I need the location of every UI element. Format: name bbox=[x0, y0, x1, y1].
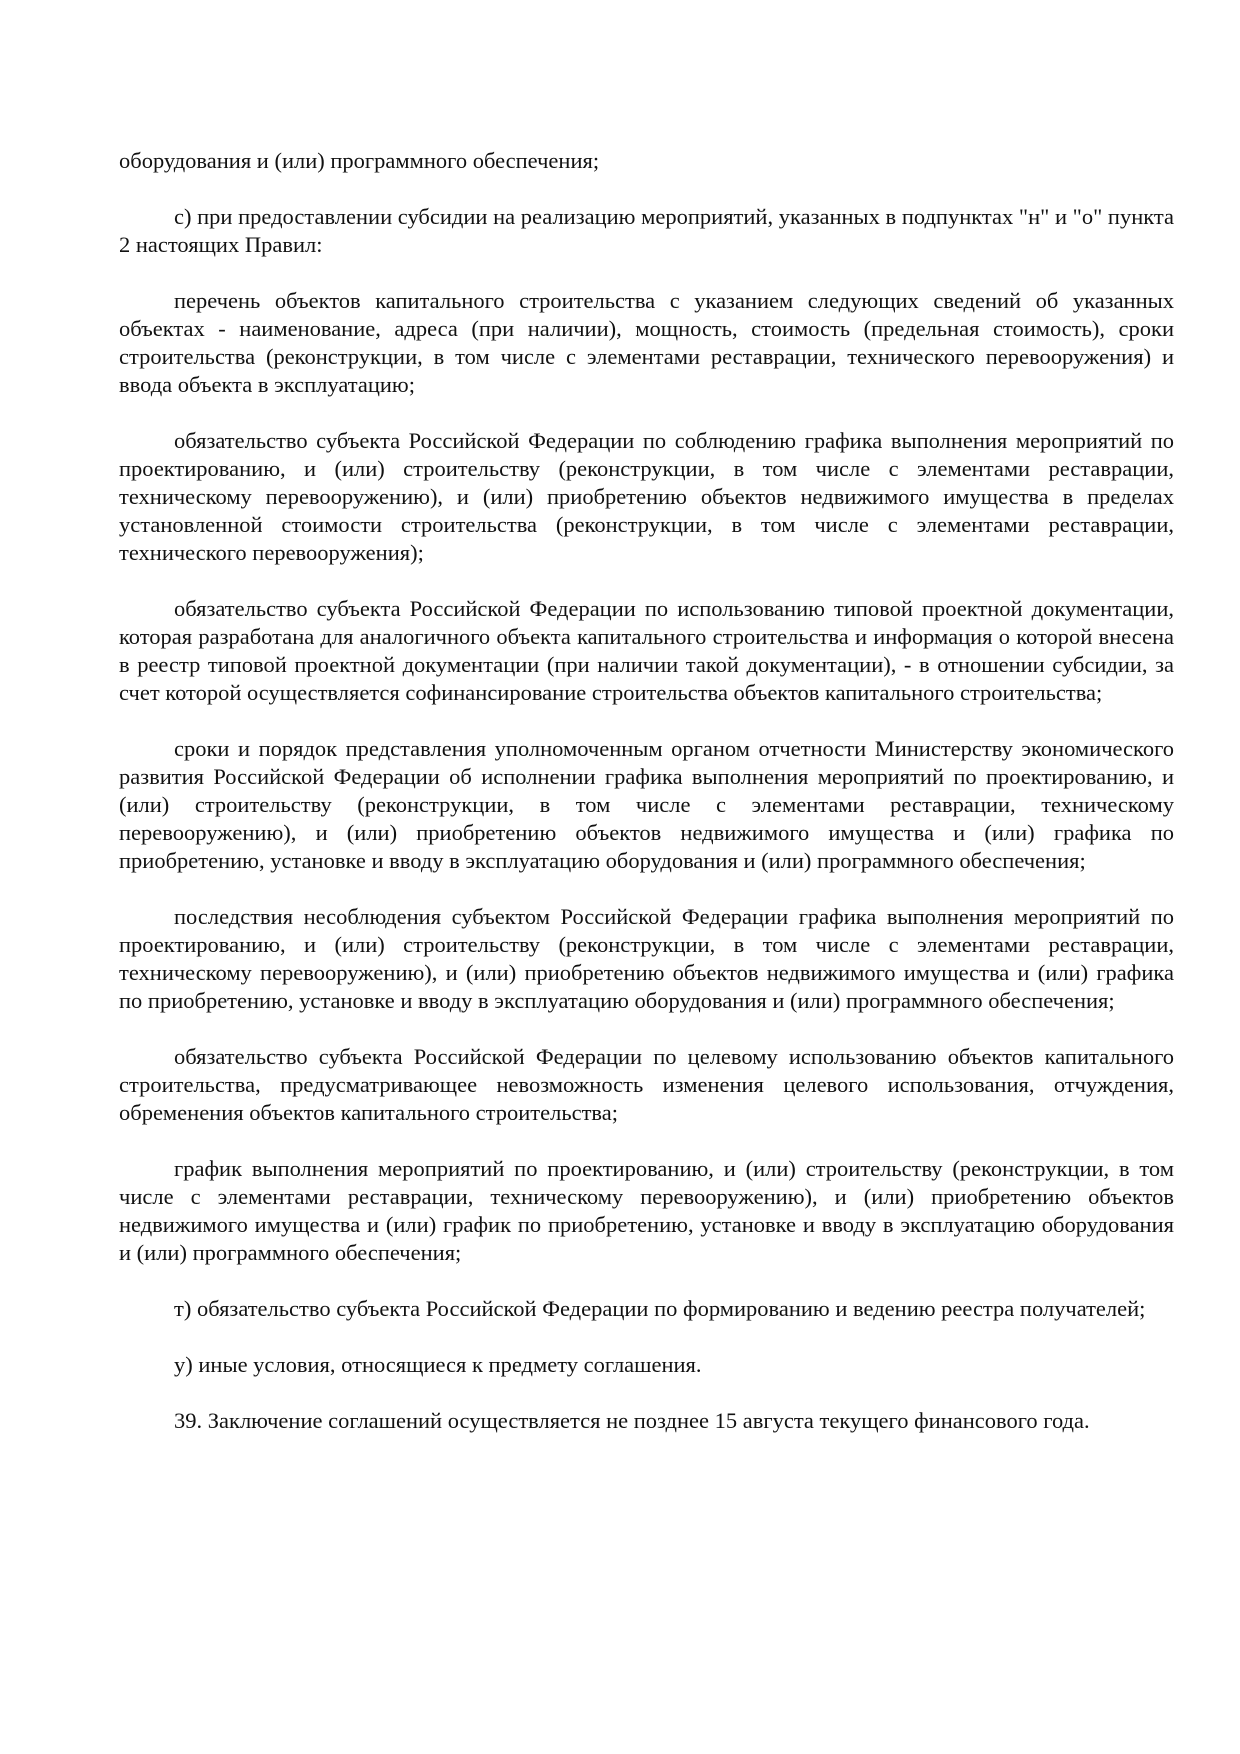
paragraph-schedule: график выполнения мероприятий по проектированию, и (или) строительству (реконструкции, в том числе с элементами реставрации, техническому перевооружению), и (или) приобретению объектов недвижимого имущества и (или) график по приобретению, установке и вводу в эксплуатацию оборудования и (или) программного обеспечения; bbox=[119, 1156, 1174, 1265]
paragraph-target-use-obligation: обязательство субъекта Российской Федерации по целевому использованию объектов капитального строительства, предусматривающее невозможность изменения целевого использования, отчуждения, обременения объектов капитального строительства; bbox=[119, 1044, 1174, 1125]
document-body bbox=[119, 147, 1174, 1435]
paragraph-subitem-t: т) обязательство субъекта Российской Федерации по формированию и ведению реестра получателей; bbox=[174, 1296, 1146, 1321]
paragraph-subitem-u: у) иные условия, относящиеся к предмету соглашения. bbox=[174, 1352, 702, 1377]
paragraph-item-39: 39. Заключение соглашений осуществляется не позднее 15 августа текущего финансового года. bbox=[174, 1408, 1090, 1433]
paragraph-typical-design-obligation: обязательство субъекта Российской Федерации по использованию типовой проектной документации, которая разработана для аналогичного объекта капитального строительства и информация о которой внесена в реестр типовой проектной документации (при наличии такой документации), - в отношении субсидии, за счет которой осуществляется софинансирование строительства объектов капитального строительства; bbox=[119, 596, 1174, 705]
paragraph-noncompliance-consequences: последствия несоблюдения субъектом Российской Федерации графика выполнения мероприятий по проектированию, и (или) строительству (реконструкции, в том числе с элементами реставрации, техническому перевооружению), и (или) приобретению объектов недвижимого имущества и (или) графика по приобретению, установке и вводу в эксплуатацию оборудования и (или) программного обеспечения; bbox=[119, 904, 1174, 1013]
paragraph-subitem-s: с) при предоставлении субсидии на реализацию мероприятий, указанных в подпунктах "н" и "о" пункта 2 настоящих Правил: bbox=[119, 204, 1174, 257]
paragraph-continuation: оборудования и (или) программного обеспечения; bbox=[119, 148, 600, 173]
paragraph-schedule-obligation: обязательство субъекта Российской Федерации по соблюдению графика выполнения мероприятий по проектированию, и (или) строительству (реконструкции, в том числе с элементами реставрации, техническому перевооружению), и (или) приобретению объектов недвижимого имущества в пределах установленной стоимости строительства (реконструкции, в том числе с элементами реставрации, технического перевооружения); bbox=[119, 428, 1174, 565]
paragraph-objects-list: перечень объектов капитального строительства с указанием следующих сведений об указанных объектах - наименование, адреса (при наличии), мощность, стоимость (предельная стоимость), сроки строительства (реконструкции, в том числе с элементами реставрации, технического перевооружения) и ввода объекта в эксплуатацию; bbox=[119, 288, 1174, 397]
paragraph-reporting-terms: сроки и порядок представления уполномоченным органом отчетности Министерству экономического развития Российской Федерации об исполнении графика выполнения мероприятий по проектированию, и (или) строительству (реконструкции, в том числе с элементами реставрации, техническому перевооружению), и (или) приобретению объектов недвижимого имущества и (или) графика по приобретению, установке и вводу в эксплуатацию оборудования и (или) программного обеспечения; bbox=[119, 736, 1174, 873]
